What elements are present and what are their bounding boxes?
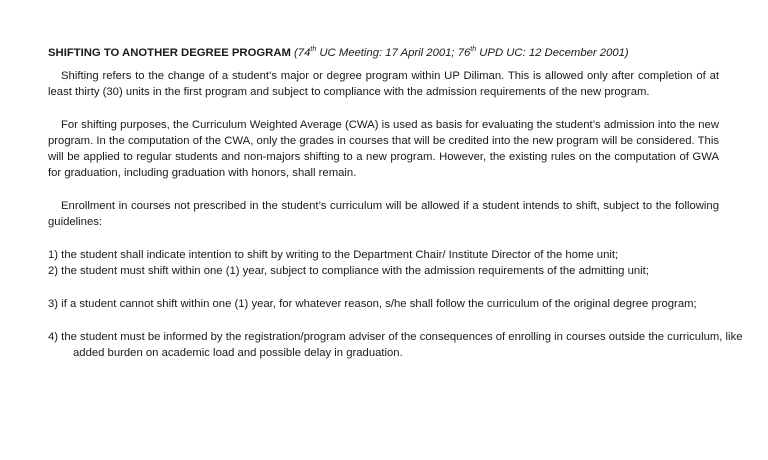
guideline-item: 2) the student must shift within one (1) year, subject to compliance with the admission requirements of the admitting unit; [48,265,649,277]
section-heading [48,45,728,61]
heading-title: SHIFTING TO ANOTHER DEGREE PROGRAM [48,47,291,59]
guideline-item: 4) the student must be informed by the registration/program adviser of the consequences of enrolling in courses outside the curriculum, like added burden on academic load and possible delay in graduation. [48,331,743,359]
paragraph-enrollment: Enrollment in courses not prescribed in the student’s curriculum will be allowed if a student intends to shift, subject to the following guidelines: [48,200,719,228]
guideline-item: 3) if a student cannot shift within one (1) year, for whatever reason, s/he shall follow the curriculum of the original degree program; [48,298,697,310]
guideline-item: 1) the student shall indicate intention to shift by writing to the Department Chair/ Institute Director of the home unit; [48,249,619,261]
heading-reference: (74th UC Meeting: 17 April 2001; 76th UPD UC: 12 December 2001) [294,46,629,59]
paragraph-cwa: For shifting purposes, the Curriculum Weighted Average (CWA) is used as basis for evaluating the student’s admission into the new program. In the computation of the CWA, only the grades in courses that will be credited into the new program will be considered. This will be applied to regular students and non-majors shifting to a new program. However, the existing rules on the computation of GWA for graduation, including graduation with honors, shall remain. [48,119,719,179]
paragraph-shifting-definition: Shifting refers to the change of a student’s major or degree program within UP Diliman. This is allowed only after completion of at least thirty (30) units in the first program and subject to compliance with the admission requirements of the new program. [48,70,719,98]
